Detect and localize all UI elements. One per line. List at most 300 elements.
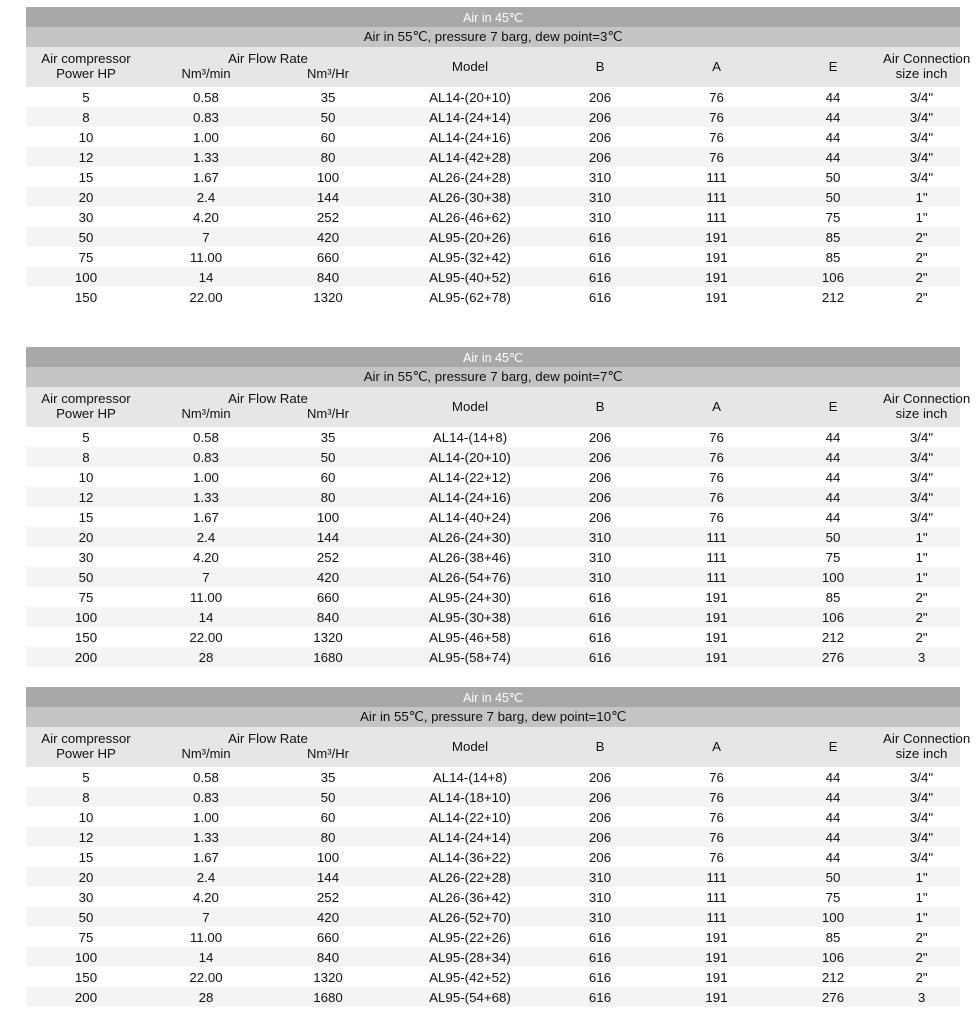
cell-b: 616: [550, 587, 650, 607]
cell-connection-size: 1": [883, 527, 960, 547]
cell-connection-size: 2": [883, 927, 960, 947]
cell-model: AL26-(46+62): [390, 207, 550, 227]
cell-flow-nm3-min: 1.00: [146, 807, 266, 827]
cell-e: 44: [783, 807, 883, 827]
cell-flow-nm3-hr: 100: [266, 167, 390, 187]
cell-model: AL26-(36+42): [390, 887, 550, 907]
cell-flow-nm3-hr: 1320: [266, 287, 390, 307]
cell-flow-nm3-hr: 660: [266, 587, 390, 607]
header-e: E: [783, 47, 883, 87]
cell-power-hp: 12: [26, 827, 146, 847]
cell-e: 44: [783, 447, 883, 467]
cell-a: 191: [650, 287, 783, 307]
cell-e: 85: [783, 927, 883, 947]
table-row: [26, 227, 960, 247]
cell-e: 50: [783, 867, 883, 887]
cell-flow-nm3-hr: 1680: [266, 647, 390, 667]
cell-flow-nm3-min: 1.33: [146, 487, 266, 507]
cell-flow-nm3-min: 0.83: [146, 107, 266, 127]
cell-flow-nm3-min: 11.00: [146, 247, 266, 267]
cell-e: 44: [783, 147, 883, 167]
cell-flow-nm3-min: 28: [146, 647, 266, 667]
cell-power-hp: 5: [26, 427, 146, 447]
cell-flow-nm3-min: 0.58: [146, 87, 266, 107]
header-e: E: [783, 727, 883, 767]
table-conditions: Air in 55℃, pressure 7 barg, dew point=7℃: [26, 367, 960, 387]
header-nm3-min: Nm³/min: [146, 406, 266, 427]
cell-power-hp: 150: [26, 967, 146, 987]
header-power-line1: Air compressor: [26, 727, 146, 746]
cell-b: 310: [550, 887, 650, 907]
cell-flow-nm3-hr: 60: [266, 467, 390, 487]
cell-b: 206: [550, 147, 650, 167]
header-b: B: [550, 47, 650, 87]
table-row: [26, 107, 960, 127]
cell-a: 76: [650, 847, 783, 867]
table-row: [26, 207, 960, 227]
cell-connection-size: 2": [883, 267, 960, 287]
cell-b: 616: [550, 267, 650, 287]
cell-b: 206: [550, 427, 650, 447]
cell-flow-nm3-min: 0.58: [146, 427, 266, 447]
cell-connection-size: 3/4": [883, 427, 960, 447]
cell-e: 50: [783, 167, 883, 187]
cell-power-hp: 10: [26, 467, 146, 487]
table-row: [26, 927, 960, 947]
cell-a: 76: [650, 467, 783, 487]
cell-flow-nm3-min: 22.00: [146, 627, 266, 647]
cell-e: 276: [783, 647, 883, 667]
cell-model: AL26-(24+28): [390, 167, 550, 187]
cell-flow-nm3-min: 4.20: [146, 887, 266, 907]
cell-a: 111: [650, 887, 783, 907]
cell-power-hp: 150: [26, 287, 146, 307]
cell-a: 111: [650, 567, 783, 587]
cell-power-hp: 8: [26, 447, 146, 467]
cell-connection-size: 2": [883, 587, 960, 607]
table-title: Air in 45℃: [26, 687, 960, 707]
cell-e: 44: [783, 87, 883, 107]
cell-flow-nm3-hr: 50: [266, 787, 390, 807]
table-row: [26, 647, 960, 667]
header-connection-line1: Air Connection: [883, 387, 960, 406]
cell-power-hp: 30: [26, 547, 146, 567]
cell-a: 191: [650, 587, 783, 607]
cell-a: 76: [650, 767, 783, 787]
header-connection-line2: size inch: [883, 66, 960, 87]
cell-a: 76: [650, 87, 783, 107]
table-body: [26, 87, 960, 307]
cell-e: 75: [783, 207, 883, 227]
cell-e: 75: [783, 547, 883, 567]
cell-e: 75: [783, 887, 883, 907]
cell-flow-nm3-min: 14: [146, 267, 266, 287]
table-row: [26, 887, 960, 907]
cell-connection-size: 3/4": [883, 147, 960, 167]
cell-power-hp: 10: [26, 807, 146, 827]
table-row: [26, 787, 960, 807]
cell-connection-size: 1": [883, 867, 960, 887]
cell-connection-size: 1": [883, 907, 960, 927]
cell-model: AL95-(46+58): [390, 627, 550, 647]
table-row: [26, 847, 960, 867]
cell-model: AL95-(40+52): [390, 267, 550, 287]
cell-connection-size: 2": [883, 287, 960, 307]
cell-connection-size: 3: [883, 647, 960, 667]
cell-connection-size: 3/4": [883, 487, 960, 507]
table-row: [26, 427, 960, 447]
cell-model: AL14-(22+10): [390, 807, 550, 827]
cell-power-hp: 15: [26, 847, 146, 867]
table-row: [26, 127, 960, 147]
cell-e: 212: [783, 287, 883, 307]
table-row: [26, 807, 960, 827]
cell-b: 206: [550, 847, 650, 867]
table-row: [26, 87, 960, 107]
cell-flow-nm3-min: 2.4: [146, 527, 266, 547]
cell-a: 111: [650, 167, 783, 187]
header-connection-line1: Air Connection: [883, 47, 960, 66]
cell-power-hp: 50: [26, 227, 146, 247]
cell-power-hp: 15: [26, 507, 146, 527]
cell-power-hp: 15: [26, 167, 146, 187]
cell-a: 76: [650, 807, 783, 827]
cell-model: AL14-(20+10): [390, 87, 550, 107]
cell-connection-size: 3: [883, 987, 960, 1007]
header-e: E: [783, 387, 883, 427]
cell-flow-nm3-hr: 144: [266, 867, 390, 887]
table-row: [26, 447, 960, 467]
cell-power-hp: 50: [26, 907, 146, 927]
header-model: Model: [390, 727, 550, 767]
cell-connection-size: 2": [883, 227, 960, 247]
table-row: [26, 767, 960, 787]
cell-power-hp: 75: [26, 247, 146, 267]
cell-flow-nm3-hr: 35: [266, 427, 390, 447]
cell-model: AL14-(24+16): [390, 127, 550, 147]
cell-b: 206: [550, 467, 650, 487]
cell-connection-size: 1": [883, 887, 960, 907]
cell-flow-nm3-hr: 35: [266, 87, 390, 107]
table-row: [26, 467, 960, 487]
cell-flow-nm3-min: 14: [146, 947, 266, 967]
cell-connection-size: 2": [883, 607, 960, 627]
cell-power-hp: 150: [26, 627, 146, 647]
cell-flow-nm3-hr: 252: [266, 887, 390, 907]
cell-b: 206: [550, 507, 650, 527]
cell-e: 44: [783, 507, 883, 527]
cell-connection-size: 2": [883, 247, 960, 267]
cell-b: 206: [550, 127, 650, 147]
cell-connection-size: 3/4": [883, 107, 960, 127]
cell-model: AL95-(20+26): [390, 227, 550, 247]
cell-model: AL14-(20+10): [390, 447, 550, 467]
table-row: [26, 987, 960, 1007]
cell-b: 616: [550, 227, 650, 247]
cell-a: 76: [650, 507, 783, 527]
cell-connection-size: 1": [883, 207, 960, 227]
cell-model: AL14-(24+16): [390, 487, 550, 507]
cell-model: AL14-(24+14): [390, 827, 550, 847]
table-row: [26, 507, 960, 527]
cell-a: 191: [650, 947, 783, 967]
cell-connection-size: 2": [883, 947, 960, 967]
cell-flow-nm3-min: 22.00: [146, 967, 266, 987]
cell-a: 191: [650, 927, 783, 947]
cell-e: 85: [783, 587, 883, 607]
cell-e: 100: [783, 567, 883, 587]
cell-model: AL26-(38+46): [390, 547, 550, 567]
cell-e: 44: [783, 827, 883, 847]
cell-flow-nm3-hr: 420: [266, 907, 390, 927]
cell-e: 44: [783, 487, 883, 507]
cell-e: 44: [783, 127, 883, 147]
cell-a: 191: [650, 987, 783, 1007]
cell-b: 310: [550, 867, 650, 887]
cell-connection-size: 1": [883, 567, 960, 587]
cell-flow-nm3-hr: 1320: [266, 627, 390, 647]
header-power-line2: Power HP: [26, 66, 146, 87]
table-row: [26, 827, 960, 847]
table-row: [26, 287, 960, 307]
cell-b: 206: [550, 807, 650, 827]
cell-a: 76: [650, 447, 783, 467]
cell-e: 44: [783, 767, 883, 787]
table-row: [26, 167, 960, 187]
cell-power-hp: 20: [26, 867, 146, 887]
cell-flow-nm3-hr: 100: [266, 507, 390, 527]
cell-flow-nm3-min: 0.83: [146, 787, 266, 807]
cell-e: 44: [783, 787, 883, 807]
header-air-flow-rate: Air Flow Rate: [146, 387, 390, 406]
table-row: [26, 947, 960, 967]
cell-connection-size: 3/4": [883, 87, 960, 107]
cell-a: 111: [650, 547, 783, 567]
cell-flow-nm3-min: 2.4: [146, 187, 266, 207]
spec-table-dew-point-3: [26, 7, 971, 307]
cell-flow-nm3-hr: 420: [266, 567, 390, 587]
header-nm3-hr: Nm³/Hr: [266, 406, 390, 427]
cell-model: AL95-(54+68): [390, 987, 550, 1007]
cell-power-hp: 8: [26, 107, 146, 127]
header-power-line1: Air compressor: [26, 387, 146, 406]
cell-flow-nm3-min: 4.20: [146, 207, 266, 227]
table-row: [26, 607, 960, 627]
cell-flow-nm3-min: 14: [146, 607, 266, 627]
cell-a: 191: [650, 247, 783, 267]
cell-power-hp: 12: [26, 487, 146, 507]
cell-power-hp: 200: [26, 987, 146, 1007]
cell-flow-nm3-hr: 50: [266, 107, 390, 127]
cell-model: AL95-(30+38): [390, 607, 550, 627]
cell-model: AL14-(14+8): [390, 767, 550, 787]
table-row: [26, 487, 960, 507]
cell-flow-nm3-hr: 100: [266, 847, 390, 867]
cell-connection-size: 1": [883, 187, 960, 207]
cell-e: 50: [783, 187, 883, 207]
cell-flow-nm3-min: 1.67: [146, 847, 266, 867]
cell-b: 310: [550, 187, 650, 207]
table-row: [26, 547, 960, 567]
cell-flow-nm3-min: 7: [146, 907, 266, 927]
cell-flow-nm3-min: 1.00: [146, 127, 266, 147]
cell-power-hp: 100: [26, 607, 146, 627]
cell-b: 206: [550, 107, 650, 127]
cell-flow-nm3-hr: 840: [266, 267, 390, 287]
cell-a: 191: [650, 967, 783, 987]
header-b: B: [550, 387, 650, 427]
header-a: A: [650, 387, 783, 427]
cell-model: AL95-(32+42): [390, 247, 550, 267]
cell-a: 111: [650, 867, 783, 887]
cell-b: 310: [550, 527, 650, 547]
table-row: [26, 867, 960, 887]
cell-a: 111: [650, 207, 783, 227]
cell-power-hp: 75: [26, 927, 146, 947]
cell-power-hp: 30: [26, 887, 146, 907]
cell-flow-nm3-hr: 144: [266, 187, 390, 207]
cell-connection-size: 3/4": [883, 167, 960, 187]
cell-flow-nm3-min: 0.83: [146, 447, 266, 467]
cell-e: 44: [783, 467, 883, 487]
cell-model: AL95-(22+26): [390, 927, 550, 947]
cell-flow-nm3-min: 1.33: [146, 827, 266, 847]
cell-connection-size: 3/4": [883, 467, 960, 487]
cell-model: AL95-(58+74): [390, 647, 550, 667]
cell-flow-nm3-min: 7: [146, 567, 266, 587]
cell-e: 44: [783, 427, 883, 447]
cell-flow-nm3-min: 4.20: [146, 547, 266, 567]
cell-a: 191: [650, 647, 783, 667]
cell-power-hp: 12: [26, 147, 146, 167]
table-row: [26, 247, 960, 267]
cell-model: AL95-(24+30): [390, 587, 550, 607]
cell-connection-size: 3/4": [883, 507, 960, 527]
cell-connection-size: 3/4": [883, 847, 960, 867]
table-title: Air in 45℃: [26, 347, 960, 367]
cell-flow-nm3-min: 1.67: [146, 507, 266, 527]
cell-a: 191: [650, 607, 783, 627]
table-body: [26, 427, 960, 667]
header-nm3-min: Nm³/min: [146, 66, 266, 87]
cell-flow-nm3-hr: 420: [266, 227, 390, 247]
cell-b: 310: [550, 207, 650, 227]
table-row: [26, 627, 960, 647]
cell-connection-size: 1": [883, 547, 960, 567]
cell-flow-nm3-min: 11.00: [146, 587, 266, 607]
cell-connection-size: 3/4": [883, 767, 960, 787]
cell-b: 616: [550, 647, 650, 667]
cell-power-hp: 50: [26, 567, 146, 587]
cell-model: AL14-(22+12): [390, 467, 550, 487]
cell-a: 76: [650, 147, 783, 167]
cell-model: AL26-(24+30): [390, 527, 550, 547]
cell-flow-nm3-min: 11.00: [146, 927, 266, 947]
table-row: [26, 967, 960, 987]
cell-power-hp: 100: [26, 947, 146, 967]
cell-model: AL26-(30+38): [390, 187, 550, 207]
header-power-line1: Air compressor: [26, 47, 146, 66]
cell-model: AL95-(42+52): [390, 967, 550, 987]
header-nm3-hr: Nm³/Hr: [266, 66, 390, 87]
cell-flow-nm3-hr: 252: [266, 207, 390, 227]
header-connection-line2: size inch: [883, 406, 960, 427]
cell-b: 206: [550, 787, 650, 807]
spec-table-dew-point-7: [26, 347, 971, 667]
cell-e: 276: [783, 987, 883, 1007]
cell-a: 76: [650, 487, 783, 507]
cell-flow-nm3-min: 1.33: [146, 147, 266, 167]
table-row: [26, 187, 960, 207]
header-a: A: [650, 727, 783, 767]
cell-model: AL26-(52+70): [390, 907, 550, 927]
cell-b: 310: [550, 567, 650, 587]
cell-power-hp: 10: [26, 127, 146, 147]
cell-flow-nm3-min: 2.4: [146, 867, 266, 887]
cell-power-hp: 8: [26, 787, 146, 807]
cell-b: 206: [550, 87, 650, 107]
cell-e: 50: [783, 527, 883, 547]
cell-b: 206: [550, 827, 650, 847]
cell-flow-nm3-hr: 60: [266, 807, 390, 827]
cell-flow-nm3-hr: 1320: [266, 967, 390, 987]
cell-power-hp: 100: [26, 267, 146, 287]
cell-b: 310: [550, 167, 650, 187]
cell-flow-nm3-min: 22.00: [146, 287, 266, 307]
cell-b: 206: [550, 487, 650, 507]
cell-e: 106: [783, 607, 883, 627]
cell-b: 310: [550, 547, 650, 567]
cell-b: 616: [550, 627, 650, 647]
cell-e: 106: [783, 267, 883, 287]
cell-flow-nm3-min: 28: [146, 987, 266, 1007]
cell-b: 310: [550, 907, 650, 927]
cell-connection-size: 3/4": [883, 827, 960, 847]
header-a: A: [650, 47, 783, 87]
cell-flow-nm3-hr: 35: [266, 767, 390, 787]
cell-flow-nm3-hr: 80: [266, 147, 390, 167]
cell-model: AL14-(24+14): [390, 107, 550, 127]
header-power-line2: Power HP: [26, 746, 146, 767]
cell-a: 191: [650, 267, 783, 287]
header-power-line2: Power HP: [26, 406, 146, 427]
cell-power-hp: 20: [26, 187, 146, 207]
cell-a: 111: [650, 187, 783, 207]
table-row: [26, 567, 960, 587]
cell-power-hp: 30: [26, 207, 146, 227]
cell-model: AL26-(22+28): [390, 867, 550, 887]
cell-b: 206: [550, 767, 650, 787]
cell-b: 616: [550, 247, 650, 267]
table-conditions: Air in 55℃, pressure 7 barg, dew point=3℃: [26, 27, 960, 47]
cell-e: 85: [783, 247, 883, 267]
cell-b: 616: [550, 987, 650, 1007]
header-nm3-hr: Nm³/Hr: [266, 746, 390, 767]
cell-flow-nm3-hr: 840: [266, 947, 390, 967]
cell-model: AL14-(14+8): [390, 427, 550, 447]
cell-connection-size: 3/4": [883, 127, 960, 147]
cell-e: 106: [783, 947, 883, 967]
cell-a: 76: [650, 827, 783, 847]
header-nm3-min: Nm³/min: [146, 746, 266, 767]
cell-e: 212: [783, 967, 883, 987]
cell-connection-size: 3/4": [883, 787, 960, 807]
cell-e: 85: [783, 227, 883, 247]
header-connection-line1: Air Connection: [883, 727, 960, 746]
cell-a: 76: [650, 127, 783, 147]
cell-model: AL26-(54+76): [390, 567, 550, 587]
cell-flow-nm3-hr: 50: [266, 447, 390, 467]
